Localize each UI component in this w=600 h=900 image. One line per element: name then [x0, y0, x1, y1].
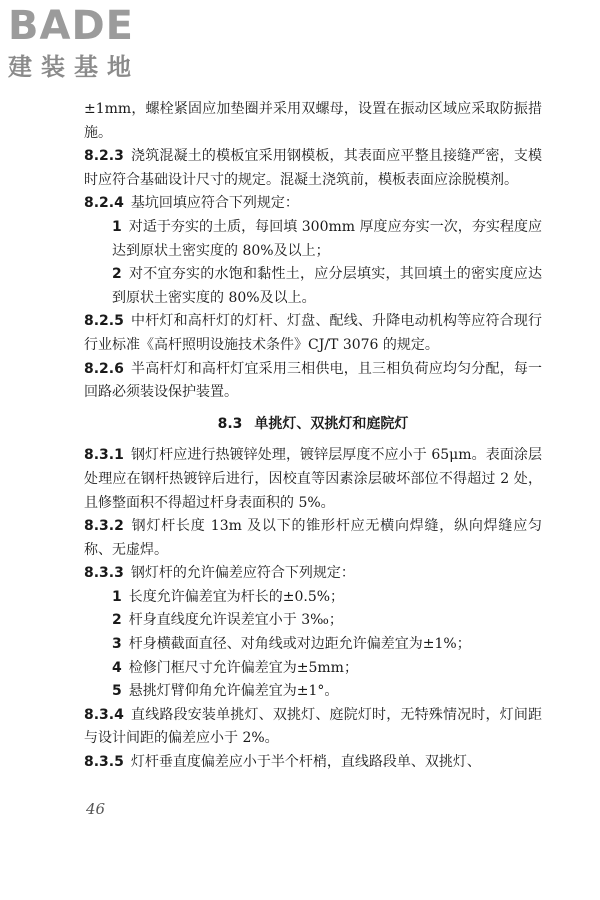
clause-number: 8.2.3 [84, 148, 124, 165]
paragraph-text: 检修门框尺寸允许偏差宜为±5mm； [128, 659, 358, 676]
clause-paragraph [84, 562, 542, 586]
paragraph-text: 钢灯杆的允许偏差应符合下列规定： [130, 565, 355, 582]
list-item-number: 2 [112, 612, 122, 629]
paragraph-text: 直线路段安装单挑灯、双挑灯、庭院灯时，无特殊情况时，灯间距与设计间距的偏差应小于 2%。 [84, 706, 542, 747]
list-item [84, 633, 542, 657]
clause-number: 8.2.5 [84, 313, 124, 330]
paragraph-text: 对不宜夯实的水饱和黏性土，应分层填实，其回填土的密实度应达到原状土密实度的 80%及以上。 [112, 266, 542, 306]
paragraph-text: 杆身直线度允许误差宜小于 3‰； [128, 612, 343, 629]
paragraph-text: ±1mm，螺栓紧固应加垫圈并采用双螺母，设置在振动区域应采取防振措施。 [84, 101, 542, 141]
clause-paragraph [84, 145, 542, 192]
clause-paragraph [84, 704, 542, 751]
clause-paragraph [84, 310, 542, 357]
clause-number: 8.3.2 [84, 518, 124, 535]
clause-paragraph [84, 192, 542, 216]
clause-number: 8.3.1 [84, 447, 124, 464]
paragraph-text: 长度允许偏差宜为杆长的±0.5%； [128, 588, 345, 605]
list-item [84, 680, 542, 704]
paragraph-text: 杆身横截面直径、对角线或对边距允许偏差宜为±1%； [128, 636, 471, 653]
paragraph-text: 灯杆垂直度偏差应小于半个杆梢，直线路段单、双挑灯、 [130, 754, 481, 771]
list-item [84, 609, 542, 633]
page-number: 46 [86, 800, 106, 818]
section-title: 单挑灯、双挑灯和庭院灯 [254, 415, 409, 432]
list-item [84, 586, 542, 610]
list-item-number: 1 [112, 588, 122, 605]
clause-number: 8.2.4 [84, 195, 124, 212]
paragraph-text: 对适于夯实的土质，每回填 300mm 厚度应夯实一次，夯实程度应达到原状土密实度的 80%及以上； [112, 218, 542, 259]
paragraph-text: 浇筑混凝土的模板宜采用钢模板，其表面应平整且接缝严密，支模时应符合基础设计尺寸的规定。混凝土浇筑前，模板表面应涂脱模剂。 [84, 148, 542, 188]
clause-paragraph [84, 751, 542, 775]
clause-number: 8.3.4 [84, 706, 124, 723]
list-item-number: 5 [112, 683, 122, 700]
list-item-number: 2 [112, 266, 122, 283]
paragraph-text: 悬挑灯臂仰角允许偏差宜为±1°。 [128, 683, 339, 700]
clause-paragraph [84, 515, 542, 562]
paragraph-text: 基坑回填应符合下列规定： [130, 195, 299, 212]
list-item [84, 216, 542, 263]
list-item-number: 3 [112, 636, 122, 653]
paragraph-text: 钢灯杆应进行热镀锌处理，镀锌层厚度不应小于 65μm。表面涂层处理应在钢杆热镀锌后进行，因校直等因素涂层破坏部位不得超过 2 处，且修整面积不得超过杆身表面积的 5%。 [84, 447, 542, 511]
list-item-number: 4 [112, 659, 122, 676]
section-number: 8.3 [217, 415, 243, 432]
list-item [84, 657, 542, 681]
clause-paragraph [84, 358, 542, 405]
section-heading [84, 413, 542, 437]
paragraph-continuation [84, 98, 542, 145]
clause-number: 8.2.6 [84, 360, 124, 377]
list-item-number: 1 [112, 218, 122, 235]
clause-number: 8.3.5 [84, 754, 124, 771]
paragraph-text: 半高杆灯和高杆灯宜采用三相供电，且三相负荷应均匀分配，每一回路必须装设保护装置。 [84, 360, 542, 401]
brand-logo [8, 3, 173, 86]
clause-number: 8.3.3 [84, 565, 124, 582]
document-body [84, 98, 542, 775]
paragraph-text: 钢灯杆长度 13m 及以下的锥形杆应无横向焊缝，纵向焊缝应匀称、无虚焊。 [84, 518, 542, 558]
paragraph-text: 中杆灯和高杆灯的灯杆、灯盘、配线、升降电动机构等应符合现行行业标准《高杆照明设施技术条件》CJ/T 3076 的规定。 [84, 313, 542, 353]
list-item [84, 263, 542, 310]
logo-wordmark: BADE [8, 3, 134, 49]
logo-chinese-text: 建装基地 [8, 53, 140, 81]
clause-paragraph [84, 444, 542, 515]
